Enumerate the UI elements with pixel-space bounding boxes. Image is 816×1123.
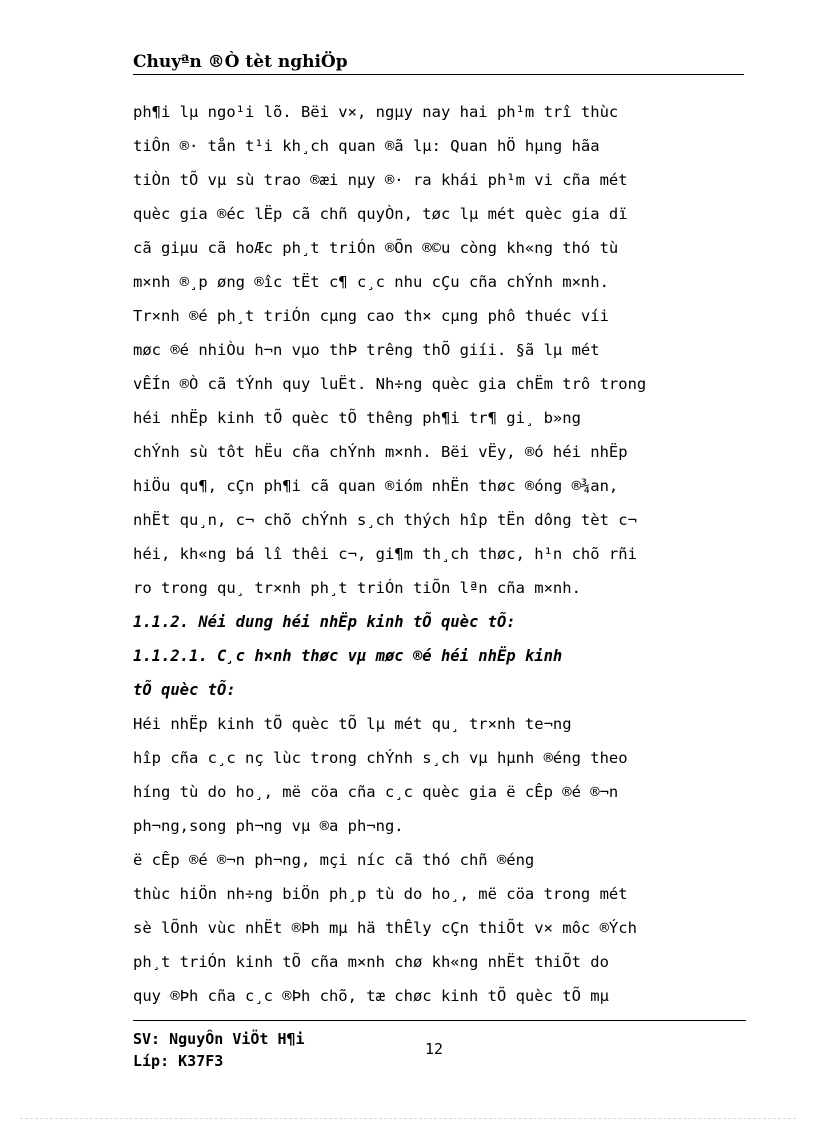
subsection-heading-cont: tÕ quèc tÕ: — [133, 681, 236, 699]
text-line: sè lÕnh vùc nhËt ®Þh mµ hä thÊly cÇn thiÕt v× môc ®Ých — [133, 919, 637, 937]
text-line: m×nh ®¸p øng ®îc tËt c¶ c¸c nhu cÇu cña chÝnh m×nh. — [133, 273, 609, 291]
footer-divider — [133, 1020, 746, 1021]
text-line: hiÖu qu¶, cÇn ph¶i cã quan ®ióm nhËn thøc ®óng ®¾an, — [133, 477, 619, 495]
text-line: quy ®Þh cña c¸c ®Þh chõ, tæ chøc kinh tÕ quèc tÕ mµ — [133, 987, 609, 1005]
text-line: cã giµu cã hoÆc ph¸t triÓn ®Õn ®©u còng kh«ng thó tù — [133, 239, 619, 257]
text-line: ph¶i lµ ngo¹i lõ. Bëi v×, ngµy nay hai ph¹m trî thùc — [133, 103, 619, 121]
section-heading: 1.1.2. Néi dung héi nhËp kinh tÕ quèc tÕ: — [133, 613, 516, 631]
text-line: hîp cña c¸c nç lùc trong chÝnh s¸ch vµ hµnh ®éng theo — [133, 749, 628, 767]
text-line: thùc hiÖn nh÷ng biÖn ph¸p tù do ho¸, më cöa trong mét — [133, 885, 628, 903]
document-header-title: Chuyªn ®Ò tèt nghiÖp — [133, 52, 348, 72]
text-line: tiÔn ®· tån t¹i kh¸ch quan ®ã lµ: Quan hÖ hµng hãa — [133, 137, 600, 155]
subsection-heading: 1.1.2.1. C¸c h×nh thøc vµ møc ®é héi nhËp kinh — [133, 647, 563, 665]
footer-student-name: SV: NguyÔn ViÖt H¶i — [133, 1030, 305, 1048]
text-line: tiÒn tÕ vµ sù trao ®æi nµy ®· ra khái ph¹m vi cña mét — [133, 171, 628, 189]
page-edge — [20, 1118, 796, 1119]
text-line: héi, kh«ng bá lî thêi c¬, gi¶m th¸ch thøc, h¹n chõ rñi — [133, 545, 637, 563]
header-divider — [133, 74, 744, 75]
text-line: vÊÍn ®Ò cã tÝnh quy luËt. Nh÷ng quèc gia chËm trô trong — [133, 375, 647, 393]
text-line: héi nhËp kinh tÕ quèc tÕ thêng ph¶i tr¶ gi¸ b»ng — [133, 409, 581, 427]
text-line: Tr×nh ®é ph¸t triÓn cµng cao th× cµng phô thuéc víi — [133, 307, 609, 325]
text-line: quèc gia ®éc lËp cã chñ quyÒn, tøc lµ mét quèc gia dï — [133, 205, 628, 223]
page-number: 12 — [425, 1040, 444, 1058]
text-line: ë cÊp ®é ®¬n ph¬ng, mçi níc cã thó chñ ®éng — [133, 851, 535, 869]
text-line: ph¸t triÓn kinh tÕ cña m×nh chø kh«ng nhËt thiÕt do — [133, 953, 609, 971]
text-line: nhËt qu¸n, c¬ chõ chÝnh s¸ch thých hîp tËn dông tèt c¬ — [133, 511, 637, 529]
text-line: ph¬ng,song ph¬ng vµ ®a ph¬ng. — [133, 817, 404, 835]
footer-class: Líp: K37F3 — [133, 1052, 224, 1070]
text-line: ro trong qu¸ tr×nh ph¸t triÓn tiÕn lªn cña m×nh. — [133, 579, 581, 597]
text-line: híng tù do ho¸, më cöa cña c¸c quèc gia ë cÊp ®é ®¬n — [133, 783, 619, 801]
body-text — [133, 100, 746, 1018]
text-line: Héi nhËp kinh tÕ quèc tÕ lµ mét qu¸ tr×nh te¬ng — [133, 715, 572, 733]
text-line: chÝnh sù tôt hËu cña chÝnh m×nh. Bëi vËy, ®ó héi nhËp — [133, 443, 628, 461]
text-line: møc ®é nhiÒu h¬n vµo thÞ trêng thÕ giíi. §ã lµ mét — [133, 341, 600, 359]
